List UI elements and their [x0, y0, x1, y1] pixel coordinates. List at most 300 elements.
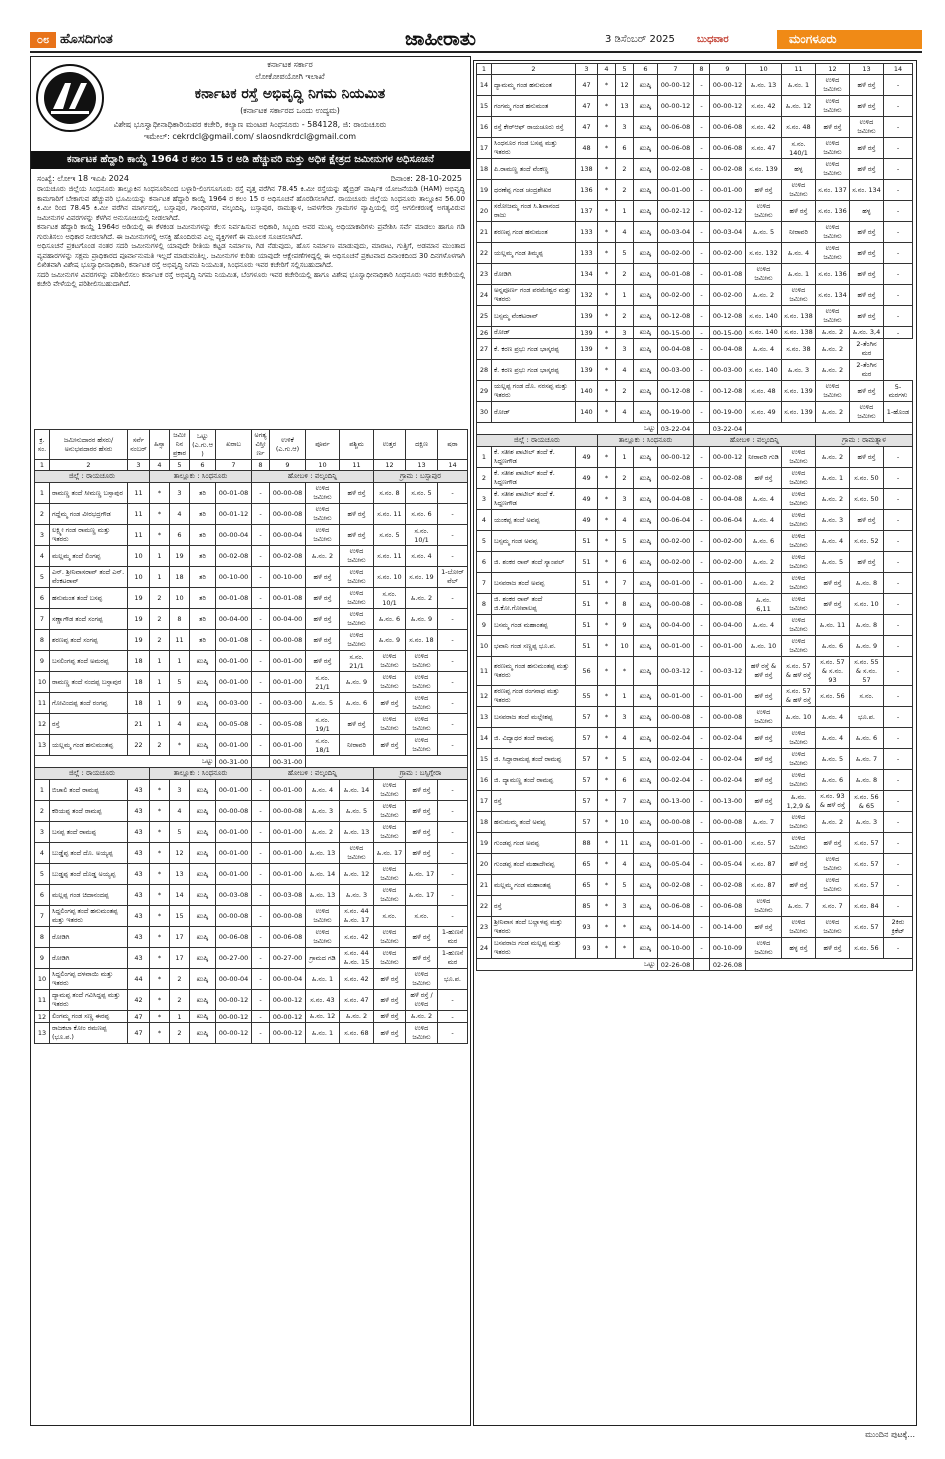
table-row	[477, 636, 913, 657]
table-cell: 48	[576, 138, 598, 159]
table-cell: ಖುಷ್ಕಿ	[634, 264, 658, 285]
table-cell: 21	[128, 714, 150, 735]
table-row	[35, 864, 468, 885]
table-cell: 00-01-00	[216, 780, 252, 801]
table-cell: 5	[616, 749, 634, 770]
table-cell: ಹಳೆ ರಸ್ತೆ	[406, 801, 438, 822]
table-cell: *	[598, 917, 616, 938]
table-cell: 00-01-08	[216, 588, 252, 609]
table-cell: ಹಿ.ನಂ. 2	[816, 489, 850, 510]
table-row	[35, 504, 468, 525]
table-cell: -	[694, 707, 710, 728]
table-cell: ಸರೋಜಮ್ಮ ಗಂಡ ಸಿ.ಶಿವಾನಂದ ರಾಜು	[492, 201, 576, 222]
table-cell: 00-04-00	[658, 615, 694, 636]
section-info: ಹೋಬಳಿ : ವಲ್ಕಂದಿನ್ನಿ	[252, 471, 374, 483]
table-cell: ಹಿ.ನಂ. 1	[782, 264, 816, 285]
table-cell: ಉಳಿದ ಜಮೀನು	[782, 552, 816, 573]
org-name: ಕರ್ನಾಟಕ ರಸ್ತೆ ಅಭಿವೃದ್ಧಿ ನಿಗಮ ನಿಯಮಿತ	[194, 86, 386, 102]
table-cell: *	[598, 138, 616, 159]
table-cell: -	[884, 636, 913, 657]
column-number: 2	[50, 460, 128, 471]
table-cell: 11	[128, 483, 150, 504]
table-cell: 00-03-08	[270, 885, 306, 906]
table-cell: 9	[35, 651, 50, 672]
column-number: 10	[746, 64, 782, 75]
table-cell: -	[694, 791, 710, 812]
table-cell: 47	[576, 117, 598, 138]
table-cell: ಉಳಿದ ಜಮೀನು	[374, 822, 406, 843]
table-cell: 4	[616, 402, 634, 423]
column-number: 3	[576, 64, 598, 75]
table-cell: -	[884, 531, 913, 552]
table-cell: 00-02-00	[658, 243, 694, 264]
table-body	[477, 75, 913, 971]
page-number: ೦೮	[30, 32, 56, 48]
table-cell: 2-ತೆಂಗಿನ ಮರ	[850, 360, 884, 381]
table-row	[35, 567, 468, 588]
table-cell: ಖುಷ್ಕಿ	[634, 615, 658, 636]
table-cell: ಹಿ.ನಂ. 4	[816, 707, 850, 728]
table-cell: ಉಳಿದ ಜಮೀನು	[782, 812, 816, 833]
masthead-rule	[30, 51, 922, 53]
table-cell: ಹಿ.ನಂ. 4	[816, 728, 850, 749]
table-cell: 00-00-12	[658, 447, 694, 468]
table-cell: ಸಣ್ಣಾಗೌಡ ತಂದೆ ಸಂಗಪ್ಪ	[50, 609, 128, 630]
table-row	[477, 468, 913, 489]
table-cell: ಹಳೆ ರಸ್ತೆ	[340, 504, 374, 525]
table-cell: -	[252, 1023, 270, 1044]
table-cell: *	[598, 489, 616, 510]
table-cell: ಹಳೆ ರಸ್ತೆ	[406, 822, 438, 843]
table-cell: ಎನ್. ಶ್ರೀನಿವಾಸರಾವ್ ತಂದೆ ಎನ್. ವೆಂಕಟರಾವ್	[50, 567, 128, 588]
table-cell: ಹಿ.ನಂ. 5	[816, 552, 850, 573]
total-row	[477, 959, 913, 971]
table-cell: ಖುಷ್ಕಿ	[634, 657, 658, 686]
table-cell: -	[438, 483, 468, 504]
table-cell: 00-00-04	[216, 525, 252, 546]
table-cell: 00-06-08	[710, 117, 746, 138]
table-cell: 6	[616, 138, 634, 159]
table-cell: *	[598, 360, 616, 381]
table-cell: 10	[35, 672, 50, 693]
table-cell: -	[438, 822, 468, 843]
table-cell: ಹಳೆ ರಸ್ತೆ	[850, 96, 884, 117]
table-cell: 00-00-08	[658, 594, 694, 615]
column-number-row	[35, 460, 468, 471]
table-cell: *	[598, 812, 616, 833]
table-cell: *	[598, 707, 616, 728]
table-cell: -	[252, 801, 270, 822]
table-cell: ಬುಡ್ಡೆಪ್ಪ ತಂದೆ ದೊ. ಅಯ್ಯಪ್ಪ	[50, 843, 128, 864]
table-cell	[306, 756, 468, 768]
table-cell: ಕೆ. ಸತೀಶ ಪಾಟೀಲ್ ತಂದೆ ಕೆ. ಸಿದ್ದಣಗೌಡ	[492, 489, 576, 510]
table-cell: ಶರಣಪ್ಪ ತಂದೆ ಸಂಗಪ್ಪ	[50, 630, 128, 651]
table-cell: ಉಳಿದ ಜಮೀನು	[746, 938, 782, 959]
column-number: 5	[170, 460, 190, 471]
table-cell: ಸ.ನಂ. 4	[406, 546, 438, 567]
table-cell: ಸ.ನಂ. 42	[746, 117, 782, 138]
table-cell: -	[252, 864, 270, 885]
table-cell: ಖುಷ್ಕಿ	[190, 885, 216, 906]
table-cell: ಉಳಿದ ಜಮೀನು	[406, 969, 438, 990]
table-row	[477, 657, 913, 686]
table-cell: ಖುಷ್ಕಿ	[190, 822, 216, 843]
table-row	[35, 609, 468, 630]
table-cell: -	[884, 686, 913, 707]
notice-body	[37, 185, 465, 423]
table-cell: 139	[576, 327, 598, 339]
table-cell: 00-12-08	[710, 306, 746, 327]
table-cell: ತರಿ	[190, 525, 216, 546]
table-cell: 2	[150, 609, 170, 630]
table-cell: 00-01-00	[658, 686, 694, 707]
office-address: ವಿಶೇಷ ಭೂಸ್ವಾಧೀನಾಧಿಕಾರಿಯವರ ಕಚೇರಿ, ಕಲ್ಯಾಣ ಮಂಟಪ ಸಿಂಧನೂರು - 584128, ಜಿ: ರಾಯಚೂರು	[113, 120, 387, 129]
table-cell: ಉಳಿದ ಜಮೀನು	[306, 483, 340, 504]
table-cell: 57	[576, 728, 598, 749]
table-cell: 2	[150, 735, 170, 756]
total-label: ಒಟ್ಟು	[477, 423, 658, 435]
table-cell: 4	[35, 546, 50, 567]
table-row	[477, 707, 913, 728]
column-header: ಖರಾಬ	[216, 430, 252, 460]
table-row	[477, 833, 913, 854]
table-cell: ಹನುಮಮ್ಮ ತಂದೆ ಅವಪ್ಪ	[492, 812, 576, 833]
table-cell: 4	[616, 854, 634, 875]
table-cell: -	[884, 791, 913, 812]
table-cell: ಹಳೆ ರಸ್ತೆ	[746, 468, 782, 489]
table-cell: ಉಳಿದ ಜಮೀನು	[782, 749, 816, 770]
table-cell: -	[252, 906, 270, 927]
table-row	[477, 243, 913, 264]
table-cell: ಸ.ನಂ. 57 & ಹಳೆ ರಸ್ತೆ	[782, 686, 816, 707]
table-cell: -	[884, 657, 913, 686]
table-cell: ಉಳಿದ ಜಮೀನು	[746, 201, 782, 222]
table-row	[477, 285, 913, 306]
table-cell: *	[598, 770, 616, 791]
table-cell: 44	[128, 969, 150, 990]
total-value: 00-31-00	[270, 756, 306, 768]
table-cell: ಹಿ.ನಂ. 14	[306, 864, 340, 885]
table-cell: -	[884, 615, 913, 636]
table-cell: -	[694, 728, 710, 749]
table-cell: 00-02-00	[710, 285, 746, 306]
table-cell: ಹಿ.ನಂ. 2	[816, 360, 850, 381]
table-cell: ಸ.ನಂ. 47	[746, 138, 782, 159]
table-cell: 00-03-00	[710, 360, 746, 381]
table-cell: 1	[170, 651, 190, 672]
table-cell: ಹಳೆ ರಸ್ತೆ	[850, 447, 884, 468]
table-cell: 00-00-12	[270, 1011, 306, 1023]
table-cell: ಕೆ. ಸತೀಶ ಪಾಟೀಲ್ ತಂದೆ ಕೆ. ಸಿದ್ದಣಗೌಡ	[492, 447, 576, 468]
table-cell: -	[884, 201, 913, 222]
table-cell: ಹಿ.ನಂ. 2	[340, 1011, 374, 1023]
table-row	[35, 525, 468, 546]
table-cell: -	[884, 770, 913, 791]
table-cell: -	[694, 117, 710, 138]
table-cell: 1	[616, 285, 634, 306]
table-cell: 11	[35, 990, 50, 1011]
table-cell: ಹಳ್ಳ ರಸ್ತೆ	[782, 938, 816, 959]
table-cell: ಭೂ.ಪ.	[438, 969, 468, 990]
table-cell: 00-00-12	[710, 75, 746, 96]
column-number: 9	[270, 460, 306, 471]
table-cell: 10	[128, 546, 150, 567]
column-number: 7	[216, 460, 252, 471]
table-cell: -	[252, 546, 270, 567]
table-cell: ಖುಷ್ಕಿ	[634, 510, 658, 531]
table-cell: 23	[477, 917, 492, 938]
table-cell: ಹಿ.ನಂ. 12	[782, 96, 816, 117]
table-cell: 00-04-08	[658, 489, 694, 510]
table-cell: 6	[616, 552, 634, 573]
table-cell: *	[598, 180, 616, 201]
table-cell: ಉಳಿದ ಜಮೀನು	[746, 264, 782, 285]
column-header: ಪಶ್ಚಿಮ	[340, 430, 374, 460]
table-cell: 51	[576, 594, 598, 615]
table-cell: -	[694, 686, 710, 707]
table-cell: 49	[576, 510, 598, 531]
table-cell: ಹಿ.ನಂ. 2	[306, 822, 340, 843]
table-cell: ಸ.ನಂ. 50	[850, 468, 884, 489]
table-cell: ಉಳಿದ ಜಮೀನು	[306, 504, 340, 525]
table-cell: ಹಳ್ಳ	[782, 159, 816, 180]
table-cell: 8	[477, 594, 492, 615]
table-cell: ಶರಣಪ್ಪ ಗಂಡ ರಂಗನಾಥ ಮತ್ತು ಇತರರು	[492, 686, 576, 707]
table-cell: ರಸ್ತೆ ಕೇರ್‌ಆಫ್ ರಾಯಚೂರು ರಸ್ತೆ	[492, 117, 576, 138]
table-cell: ಸ.ನಂ. 139	[782, 381, 816, 402]
section-info: ಜಿಲ್ಲೆ : ರಾಯಚೂರು	[477, 435, 598, 447]
column-number: 8	[694, 64, 710, 75]
column-number: 1	[35, 460, 50, 471]
column-number: 6	[190, 460, 216, 471]
table-cell: -	[252, 483, 270, 504]
table-cell: 19	[477, 833, 492, 854]
table-cell: ಬಸ್ಸಮ್ಮ ವೆಂಕಟರಾವ್	[492, 306, 576, 327]
table-cell: 00-01-12	[216, 504, 252, 525]
table-cell: 00-00-08	[710, 707, 746, 728]
table-cell: ಹಿ.ನಂ. 2	[406, 1011, 438, 1023]
table-cell: -	[694, 339, 710, 360]
table-cell: 43	[128, 843, 150, 864]
column-header: ಕ್ರ. ಸಂ.	[35, 430, 50, 460]
total-value: 03-22-04	[710, 423, 746, 435]
table-cell: -	[252, 672, 270, 693]
table-cell: 00-00-12	[710, 447, 746, 468]
table-cell: -	[694, 264, 710, 285]
table-cell: ಉಳಿದ ಜಮೀನು	[816, 243, 850, 264]
table-cell: ಹಿ.ನಂ. 1	[306, 1023, 340, 1044]
table-cell: ಹಿ.ನಂ. 17	[406, 864, 438, 885]
table-cell: 7	[35, 906, 50, 927]
section-info-row	[477, 435, 913, 447]
table-cell: ಗುಂಡಪ್ಪ ಗಂಡ ಅವಪ್ಪ	[492, 833, 576, 854]
table-cell: ಉಳಿದ ಜಮೀನು	[374, 864, 406, 885]
column-number: 9	[710, 64, 746, 75]
table-cell: ಬಸಮ್ಮ ಗಂಡ ಮಹಾಂತಪ್ಪ	[492, 615, 576, 636]
table-cell: ಸ.ನಂ.	[406, 906, 438, 927]
table-cell: ಕೆ. ಸತೀಶ ಪಾಟೀಲ್ ತಂದೆ ಕೆ. ಸಿದ್ದಣಗೌಡ	[492, 468, 576, 489]
table-cell: 00-02-08	[710, 468, 746, 489]
table-cell: -	[884, 552, 913, 573]
section-info: ಗ್ರಾಮ : ಬಸ್ಸಿಗ್ಗೇರಾ	[374, 768, 468, 780]
table-cell: -	[252, 1011, 270, 1023]
table-cell: ಸ.ನಂ. 137	[816, 180, 850, 201]
table-cell: -	[252, 735, 270, 756]
table-cell: 15	[170, 906, 190, 927]
section-title: ಜಾಹೀರಾತು	[405, 28, 476, 50]
column-number: 12	[816, 64, 850, 75]
table-cell: 4	[616, 222, 634, 243]
table-cell: 6	[477, 552, 492, 573]
table-cell: 00-00-08	[216, 906, 252, 927]
table-cell: 00-04-08	[710, 339, 746, 360]
table-cell: ಹಿ.ನಂ. 8	[850, 615, 884, 636]
table-cell: ಸ.ನಂ. 55 & ಸ.ನಂ. 57	[850, 657, 884, 686]
table-cell: ಉಳಿದ ಜಮೀನು	[782, 447, 816, 468]
table-row	[477, 791, 913, 812]
column-number-row	[477, 64, 913, 75]
table-cell: 51	[576, 531, 598, 552]
table-cell: ಹಳೆ ರಸ್ತೆ	[850, 75, 884, 96]
table-cell: ಉಳಿದ ಜಮೀನು	[306, 927, 340, 948]
table-cell: 55	[576, 686, 598, 707]
table-cell: 16	[477, 117, 492, 138]
table-cell: 43	[128, 948, 150, 969]
table-cell: ರೋಡಿಗಿ	[50, 927, 128, 948]
table-cell: ಉಳಿದ ಜಮೀನು	[406, 693, 438, 714]
table-cell: ಹಳೆ ರಸ್ತೆ	[406, 843, 438, 864]
table-cell: ಖುಷ್ಕಿ	[634, 222, 658, 243]
table-cell: ಹಿ.ನಂ. 1	[816, 468, 850, 489]
table-cell: 00-02-08	[710, 159, 746, 180]
table-cell: 00-12-08	[658, 381, 694, 402]
table-cell: ಜಿ. ಶಂಕರ ರಾವ್ ತಂದೆ ಸ್ಯಾಂಪಲ್	[492, 552, 576, 573]
table-row	[477, 875, 913, 896]
table-row	[35, 885, 468, 906]
table-row	[477, 306, 913, 327]
table-cell: ಸಿದ್ದಲಿಂಗಪ್ಪ ತಂದೆ ಹನುಮಂತಪ್ಪ ಮತ್ತು ಇತರರು	[50, 906, 128, 927]
table-cell: 42	[128, 990, 150, 1011]
table-cell: 11	[170, 630, 190, 651]
table-row	[35, 588, 468, 609]
table-cell: 57	[576, 791, 598, 812]
table-cell: -	[694, 854, 710, 875]
table-cell: ಸ.ನಂ. 44 ಹಿ.ನಂ. 17	[340, 906, 374, 927]
table-cell: 43	[128, 822, 150, 843]
table-cell: 00-01-00	[270, 780, 306, 801]
table-cell: -	[252, 609, 270, 630]
table-cell: 19	[128, 630, 150, 651]
table-row	[477, 180, 913, 201]
table-cell: 00-00-12	[216, 1011, 252, 1023]
table-cell: ರೋಡ್	[492, 327, 576, 339]
table-cell: ಹಳೆ ರಸ್ತೆ	[746, 917, 782, 938]
table-cell: -	[252, 780, 270, 801]
table-cell: 43	[128, 864, 150, 885]
column-header: ಜಮೀನಿನ ಪ್ರಕಾರ	[170, 430, 190, 460]
table-cell: ಖುಷ್ಕಿ	[634, 594, 658, 615]
table-cell: -	[694, 938, 710, 959]
table-row	[477, 812, 913, 833]
table-cell: ಖುಷ್ಕಿ	[634, 243, 658, 264]
table-cell: *	[598, 531, 616, 552]
table-cell: ಉಳಿದ ಜಮೀನು	[816, 159, 850, 180]
table-cell: 00-06-08	[710, 896, 746, 917]
table-cell: 85	[576, 896, 598, 917]
table-row	[477, 573, 913, 594]
table-cell: 00-03-04	[710, 222, 746, 243]
table-cell: ಸ.ನಂ. 43	[306, 990, 340, 1011]
table-cell: ಖುಷ್ಕಿ	[190, 1011, 216, 1023]
table-row	[477, 75, 913, 96]
table-cell: ಖುಷ್ಕಿ	[634, 402, 658, 423]
table-cell: ಹಿ.ನಂ. 3	[340, 885, 374, 906]
table-cell: ಹಿ.ನಂ. 10	[746, 636, 782, 657]
table-cell: 10	[616, 812, 634, 833]
table-cell: ಸ.ನಂ. 139	[746, 159, 782, 180]
table-cell: ದ್ಯಾಮಪ್ಪ ತಂದೆ ಗವಿಸಿದ್ದಪ್ಪ ಮತ್ತು ಇತರರು	[50, 990, 128, 1011]
table-cell: -	[694, 573, 710, 594]
table-cell: 00-03-12	[710, 657, 746, 686]
table-cell: 00-06-08	[658, 896, 694, 917]
table-cell: ಸ.ನಂ. 87	[746, 854, 782, 875]
table-cell: ಖುಷ್ಕಿ	[634, 875, 658, 896]
table-cell: 00-01-00	[216, 822, 252, 843]
table-cell: 29	[477, 381, 492, 402]
table-cell: ಸ.ನಂ. 8	[374, 483, 406, 504]
table-cell: ಉಳಿದ ಜಮೀನು	[374, 885, 406, 906]
table-cell: ಸ.ನಂ. 5	[374, 525, 406, 546]
table-cell: -	[884, 447, 913, 468]
table-row	[477, 222, 913, 243]
table-cell: ಹನುಮಂತ ತಂದೆ ಬಸಪ್ಪ	[50, 588, 128, 609]
table-cell: *	[150, 780, 170, 801]
table-cell: 18	[128, 651, 150, 672]
table-cell: 1	[35, 483, 50, 504]
total-value: 02-26.08	[710, 959, 746, 971]
table-cell: ಹಳೆ ರಸ್ತೆ	[340, 714, 374, 735]
table-cell: -	[694, 917, 710, 938]
table-row	[35, 1023, 468, 1044]
table-cell: ಉಳಿದ ಜಮೀನು	[816, 222, 850, 243]
table-cell: 00-02-08	[658, 875, 694, 896]
table-cell: 8	[35, 630, 50, 651]
table-cell: *	[598, 938, 616, 959]
table-cell: 00-01-00	[658, 636, 694, 657]
table-cell: ರೋಡ್	[492, 402, 576, 423]
column-number: 14	[438, 460, 468, 471]
table-cell: 00-12-08	[710, 381, 746, 402]
table-cell: 5-ಮರಗಳು	[884, 381, 913, 402]
table-cell: ಖುಷ್ಕಿ	[190, 864, 216, 885]
table-cell: ಹಿ.ನಂ. 2	[306, 546, 340, 567]
column-number: 13	[850, 64, 884, 75]
table-cell: 8	[35, 927, 50, 948]
table-cell: -	[884, 159, 913, 180]
section-info: ಹೋಬಳಿ : ವಲ್ಕಂದಿನ್ನಿ	[694, 435, 816, 447]
table-cell: ಖುಷ್ಕಿ	[634, 770, 658, 791]
table-row	[477, 117, 913, 138]
table-cell: ಹಳೆ ರಸ್ತೆ	[406, 948, 438, 969]
table-cell: 00-06-08	[216, 927, 252, 948]
table-cell: 00-02-04	[658, 728, 694, 749]
table-cell: 49	[576, 489, 598, 510]
table-cell: 5	[35, 864, 50, 885]
table-cell: 00-01-00	[658, 573, 694, 594]
table-cell: 2-ತೆಂಗಿನ ಮರ	[850, 339, 884, 360]
table-cell: -	[252, 651, 270, 672]
table-cell: *	[598, 636, 616, 657]
